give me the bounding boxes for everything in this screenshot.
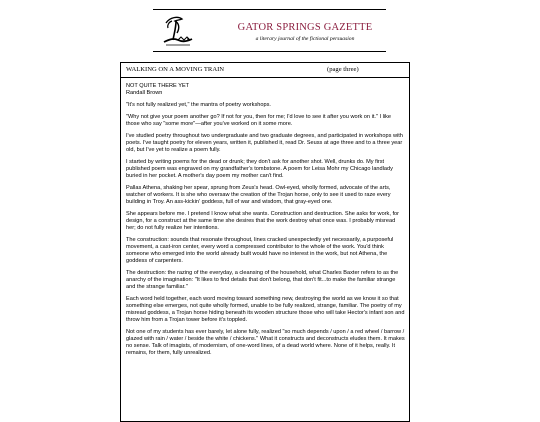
paragraph: I've studied poetry throughout two undergraduate and two graduate degrees, and participated in workshops with poets. I've taught poetry for eleven years, written it, published it, read Dr. Seuss at age three and to a three year old, but I've yet to realize a poem fully.: [126, 133, 403, 153]
paragraph: I started by writing poems for the dead or drunk; they don't ask for another shot. Well, drunks do. My first published poem was engraved on my grandfather's tombstone. A poem for Leisa Mohr my Chicago landlady buried in her pocket. A mother's day poem my mother can't find.: [126, 159, 393, 179]
masthead-title: GATOR SPRINGS GAZETTE: [237, 22, 373, 33]
paragraph: Pallas Athena, shaking her spear, sprung from Zeus's head. Owl-eyed, wholly formed, advocate of the arts, watcher of workers. It is she who oversaw the creation of the Trojan horse, only to see it used to raze every building in Troy. An ass-kickin' goddess, full of war and wisdom, that gray-eyed one.: [126, 185, 391, 205]
masthead-bottom-rule: [153, 51, 386, 52]
paragraph: "It's not fully realized yet," the mantra of poetry workshops.: [126, 102, 271, 108]
article-box: [120, 62, 410, 422]
paragraph: "Why not give your poem another go? If not for you, then for me; I'd love to see it after you work on it." I like those who say "some more"—after you've worked on it some more.: [126, 114, 391, 127]
article-title: NOT QUITE THERE YET: [126, 83, 190, 89]
paragraph: She appears before me. I pretend I know what she wants. Construction and destruction. She asks for work, for design, for a construct at the same time she desires that the work destroy what once was. I probably misread her; do not fully realize her intentions.: [126, 211, 399, 231]
gator-logo: [160, 12, 196, 48]
masthead-top-rule: [153, 9, 386, 10]
paragraph: Not one of my students has ever barely, let alone fully, realized "so much depends / upon / a red wheel / barrow / glazed with rain / water / beside the white / chickens." What it constructs and deconstructs eludes them. It makes no sense. Talk of imagists, of modernism, of one-word lines, of a dead world where. None of it helps, really. It remains, for them, fully unrealized.: [126, 329, 405, 356]
masthead-subtitle: a literary journal of the fictional persuasion: [255, 36, 355, 42]
article-content: [126, 83, 406, 362]
article-author: Randall Brown: [126, 90, 163, 96]
section-title: WALKING ON A MOVING TRAIN: [126, 66, 225, 73]
paragraph: The construction: sounds that resonate throughout, lines cracked unexpectedly yet necessarily, a purposeful movement, a cast-iron center, every word a compressed contributor to the whole of the work. You'd think someone who emerged into the world already built would have no interest in the work, but not Athena, the goddess of carpenters.: [126, 237, 394, 264]
article-header-bar: [121, 63, 409, 78]
paragraph: Each word held together, each word moving toward something new, destroying the world as we know it so that something else emerges, not quite wholly formed, unable to be fully realized, strange, familiar. The poetry of my misread goddess, a Trojan horse hiding beneath its wooden structure those who will take Hector's infant son and throw him from a Trojan tower before it's toppled.: [126, 296, 405, 323]
paragraph: The destruction: the razing of the everyday, a cleansing of the household, what Charles Baxter refers to as the anarchy of the imagination: "It likes to find details that don't belong, that don't fit...to make the familiar strange and the strange familiar.": [126, 270, 399, 290]
page-label: (page three): [327, 66, 359, 73]
